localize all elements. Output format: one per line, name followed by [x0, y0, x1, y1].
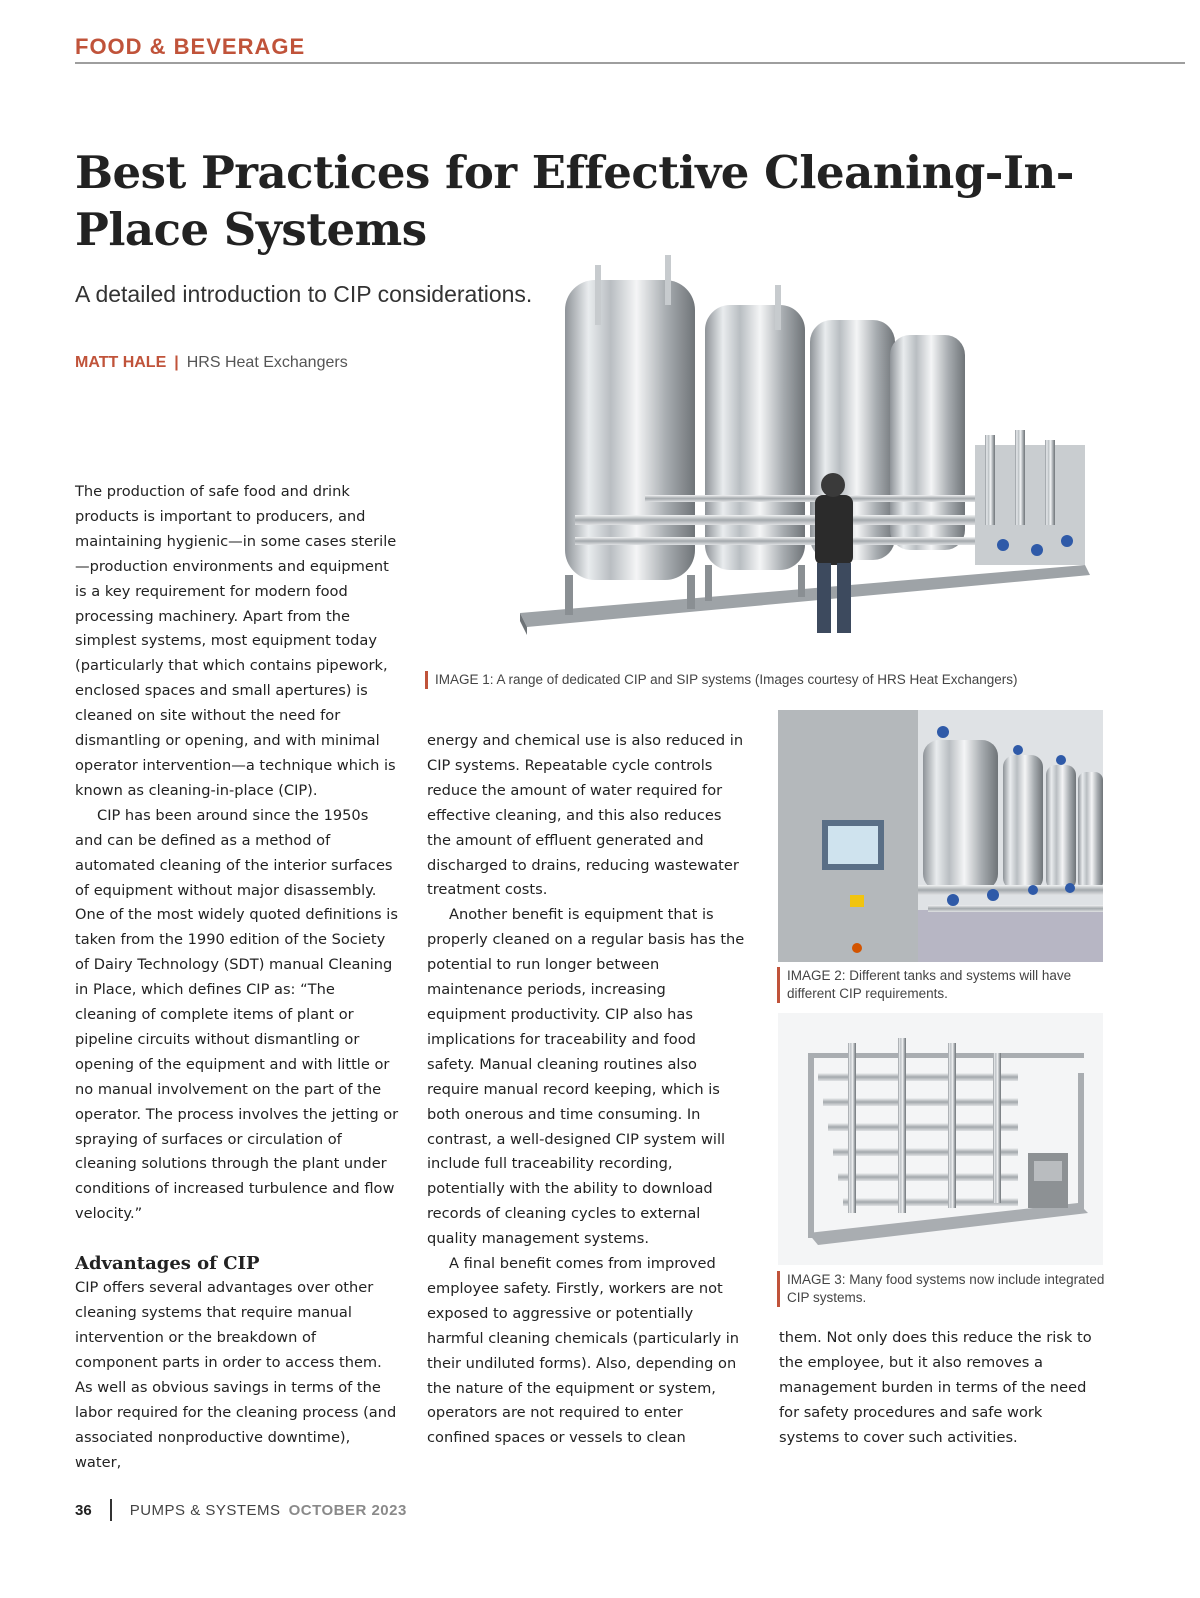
- section-label: FOOD & BEVERAGE: [75, 34, 306, 59]
- body-column-3: [779, 1326, 1097, 1451]
- page-number: 36: [75, 1501, 92, 1519]
- paragraph: them. Not only does this reduce the risk to the employee, but it also removes a management burden in terms of the need for safety procedures and safe work systems to cover such activities.: [779, 1329, 1092, 1446]
- paragraph: CIP has been around since the 1950s and can be defined as a method of automated cleaning of the interior surfaces of equipment without major disassembly. One of the most widely quoted definitions is taken from the 1990 edition of the Society of Dairy Technology (SDT) manual Cleaning in Place, which defines CIP as: “The cleaning of complete items of plant or pipeline circuits without dismantling or opening of the equipment and with little or no manual involvement on the part of the operator. The process involves the jetting or spraying of surfaces or circulation of cleaning solutions through the plant under conditions of increased turbulence and flow velocity.”: [75, 806, 399, 1223]
- image-tanks-room: [778, 710, 1103, 962]
- issue-date: OCTOBER 2023: [288, 1501, 407, 1519]
- byline-separator: |: [174, 354, 179, 371]
- tank-2: [705, 305, 805, 601]
- author-name: MATT HALE: [75, 354, 167, 371]
- author-organization: HRS Heat Exchangers: [186, 354, 348, 371]
- paragraph: CIP offers several advantages over other cleaning systems that require manual intervention or the breakdown of component parts in order to access them. As well as obvious savings in terms of the labor required for the cleaning process (and associated nonproductive downtime), water,: [75, 1279, 397, 1471]
- magazine-name: PUMPS & SYSTEMS: [129, 1501, 281, 1519]
- valve-skid: [975, 430, 1085, 565]
- header-rule: [75, 62, 1185, 64]
- page-footer: [75, 1499, 407, 1521]
- byline: [75, 354, 348, 372]
- article-title: Best Practices for Effective Cleaning-In-Place Systems: [75, 146, 1074, 256]
- paragraph: Another benefit is equipment that is properly cleaned on a regular basis has the potential to run longer between maintenance periods, increasing equipment productivity. CIP also has implications for traceability and food safety. Manual cleaning routines also require manual record keeping, which is both onerous and time consuming. In contrast, a well-designed CIP system will include full traceability recording, potentially with the ability to download records of cleaning cycles to external quality management systems.: [427, 906, 745, 1248]
- paragraph: The production of safe food and drink products is important to producers, and maintaining hygienic—in some cases sterile—production environments and equipment is a key requirement for modern food processing machinery. Apart from the simplest systems, most equipment today (particularly that which contains pipework, enclosed spaces and small apertures) is cleaned on site without the need for dismantling or opening, and with minimal operator intervention—a technique which is known as cleaning-in-place (CIP).: [75, 483, 397, 799]
- image1-caption: IMAGE 1: A range of dedicated CIP and SIP systems (Images courtesy of HRS Heat Exchangers): [425, 671, 1135, 689]
- body-column-1: [75, 480, 400, 1475]
- paragraph: A final benefit comes from improved employee safety. Firstly, workers are not exposed to aggressive or potentially harmful cleaning chemicals (particularly in their undiluted forms). Also, depending on the nature of the equipment or system, operators are not required to enter confined spaces or vessels to clean: [427, 1255, 740, 1447]
- image2-caption: IMAGE 2: Different tanks and systems will have different CIP requirements.: [777, 967, 1112, 1003]
- paragraph: energy and chemical use is also reduced in CIP systems. Repeatable cycle controls reduce the amount of water required for effective cleaning, and this also reduces the amount of effluent generated and discharged to drains, reducing wastewater treatment costs.: [427, 732, 744, 899]
- control-cabinet: [778, 710, 918, 962]
- article-subtitle: A detailed introduction to CIP considerations.: [75, 281, 533, 307]
- image-cip-sip-systems: [515, 245, 1095, 645]
- section-heading: Advantages of CIP: [75, 1253, 260, 1275]
- operator-figure: [815, 473, 853, 633]
- image3-caption: IMAGE 3: Many food systems now include integrated CIP systems.: [777, 1271, 1112, 1307]
- footer-divider: [110, 1499, 112, 1521]
- control-box: [1028, 1153, 1068, 1208]
- body-column-2: [427, 729, 745, 1451]
- tank-1: [565, 280, 695, 615]
- image-integrated-cip-system: [778, 1013, 1103, 1265]
